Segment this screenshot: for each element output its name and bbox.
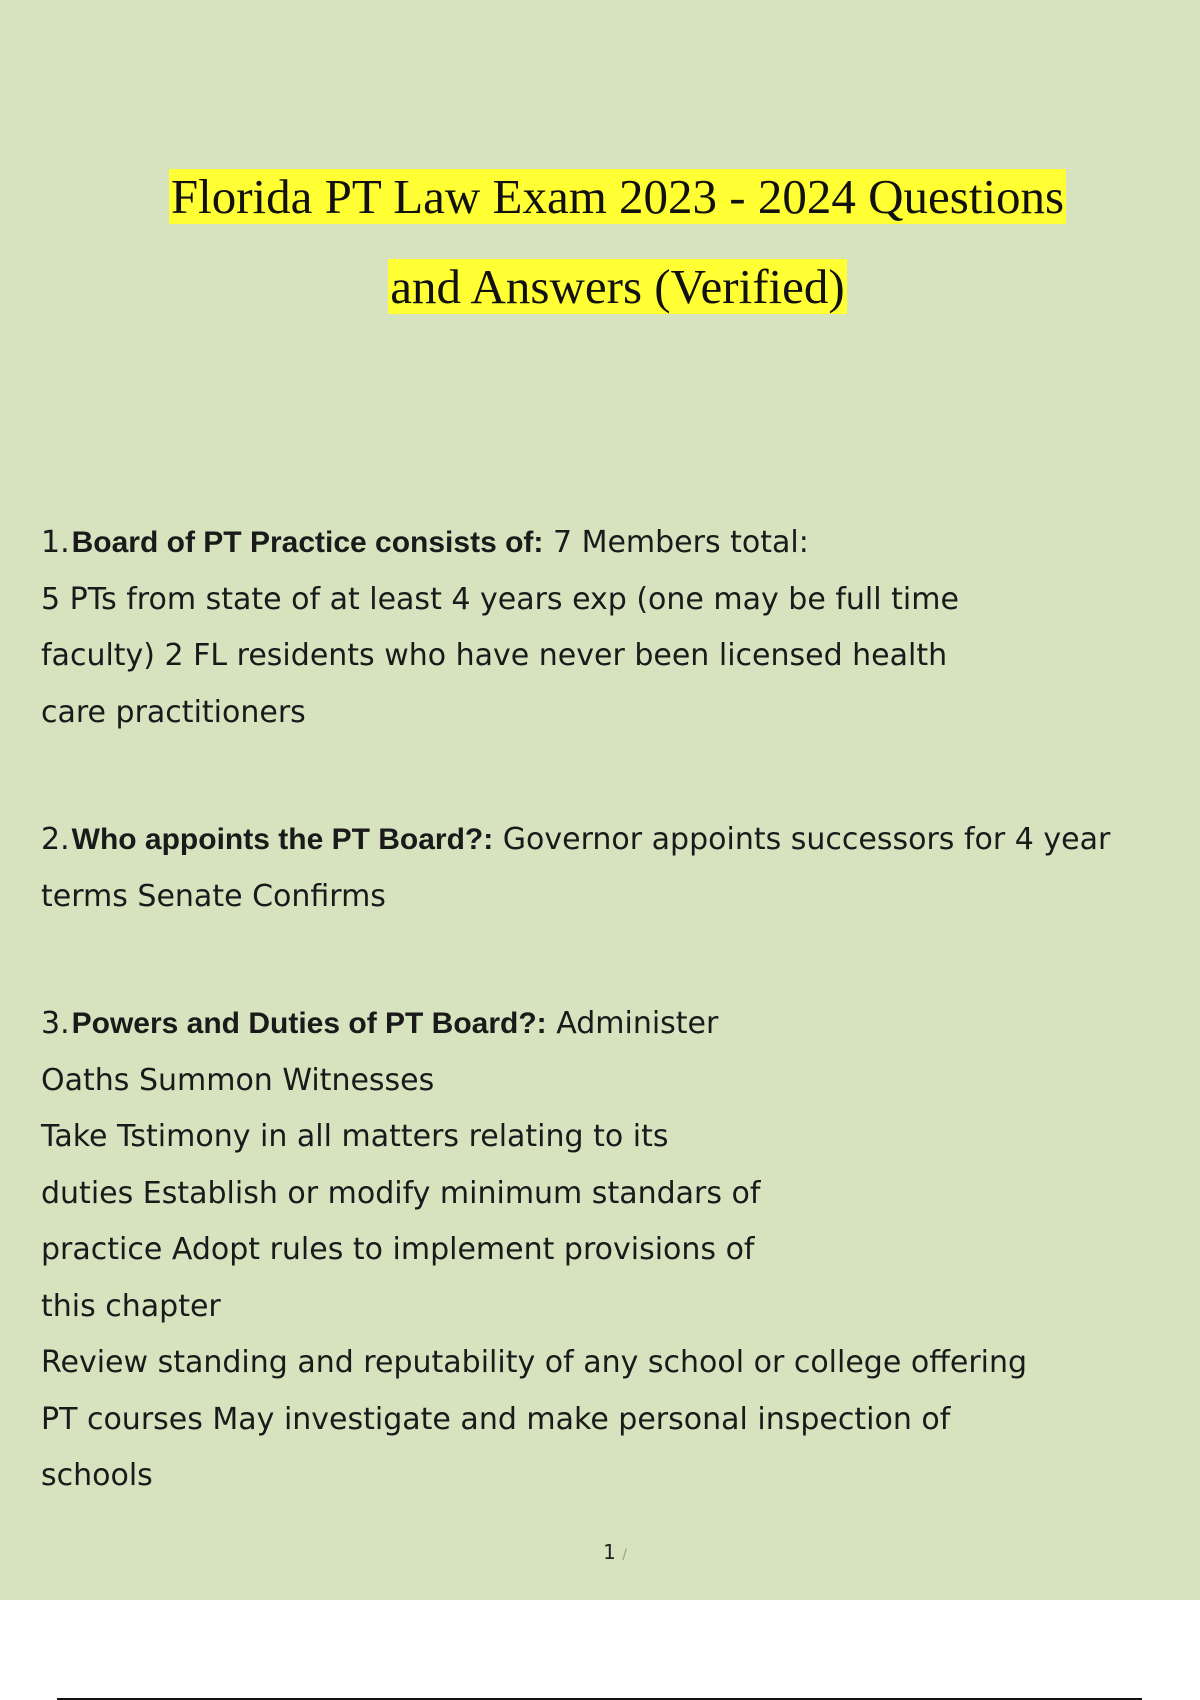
answer-line: this chapter [41, 1288, 221, 1324]
question-item-2 [41, 812, 1200, 925]
answer-line: care practitioners [41, 694, 306, 730]
question-text: Who appoints the PT Board?: [71, 823, 494, 856]
question-list [41, 515, 1200, 1505]
question-item-3 [41, 996, 1200, 1505]
question-text: Board of PT Practice consists of: [71, 526, 544, 559]
question-text: Powers and Duties of PT Board?: [71, 1007, 547, 1040]
answer-line: faculty) 2 FL residents who have never been licensed health [41, 638, 948, 673]
title-line-1-highlight: Florida PT Law Exam 2023 - 2024 Questions [170, 169, 1065, 224]
answer-line: schools [41, 1458, 153, 1493]
title-line-1 [0, 152, 1200, 242]
question-first-line [41, 996, 1200, 1053]
answer-line: Review standing and reputability of any school or college offering [41, 1345, 1028, 1380]
title-line-2-highlight: and Answers (Verified) [390, 259, 845, 314]
question-first-line [41, 812, 1200, 869]
page-number [0, 1540, 1200, 1564]
answer-line: Oaths Summon Witnesses [41, 1062, 435, 1098]
title-line-2 [0, 242, 1200, 332]
page-number-value: 1 [603, 1540, 616, 1564]
answer-line: terms Senate Confirms [41, 878, 386, 914]
answer-line: Take Tstimony in all matters relating to its [41, 1119, 669, 1154]
answer-line: Administer [546, 1006, 719, 1041]
answer-line: PT courses May investigate and make personal inspection of [41, 1401, 951, 1437]
question-item-1 [41, 515, 1200, 741]
question-first-line [41, 515, 1200, 572]
answer-line: Governor appoints successors for 4 year [493, 822, 1111, 857]
answer-line: 7 Members total: [543, 525, 809, 560]
question-number: 2. [41, 822, 70, 857]
answer-line: duties Establish or modify minimum standars of [41, 1175, 761, 1211]
answer-line: 5 PTs from state of at least 4 years exp (one may be full time [41, 581, 959, 617]
page-number-separator: / [622, 1547, 627, 1563]
answer-line: practice Adopt rules to implement provisions of [41, 1232, 755, 1267]
question-number: 1. [41, 525, 70, 560]
document-title [0, 152, 1200, 332]
question-number: 3. [41, 1006, 70, 1041]
